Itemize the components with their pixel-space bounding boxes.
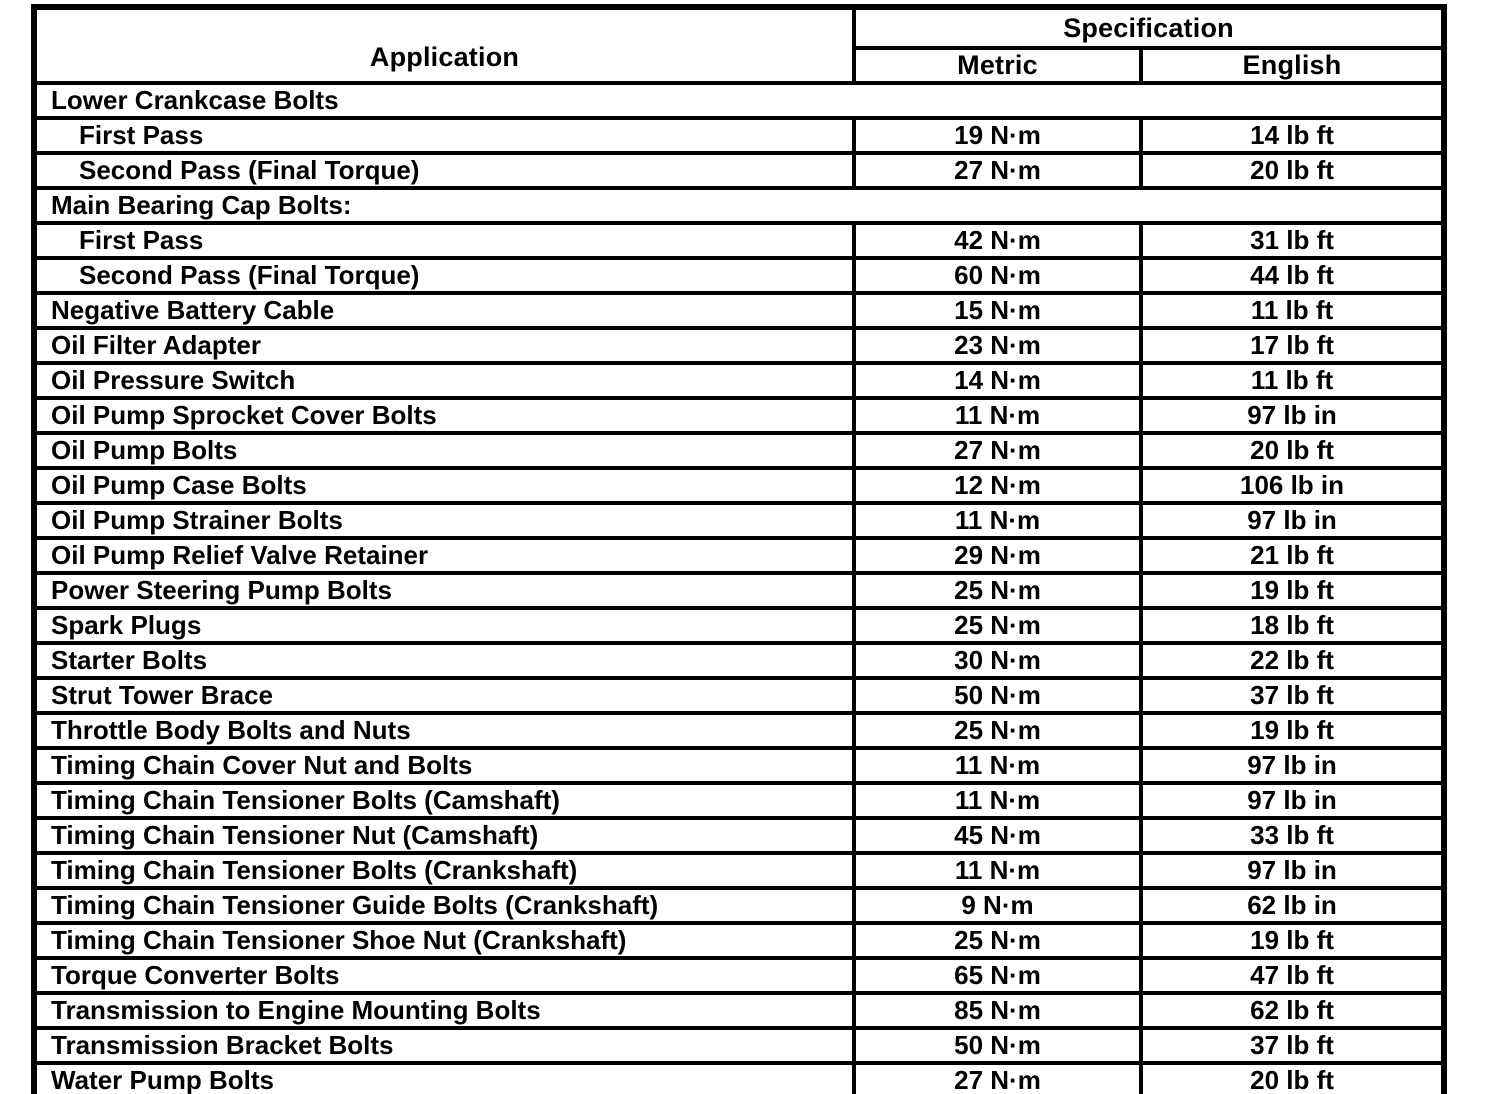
- english-value-cell: 19 lb ft: [1141, 573, 1444, 608]
- application-cell: Timing Chain Tensioner Bolts (Crankshaft): [34, 853, 854, 888]
- metric-value-cell: 27 N·m: [854, 433, 1141, 468]
- english-value-cell: 22 lb ft: [1141, 643, 1444, 678]
- metric-value-cell: 85 N·m: [854, 993, 1141, 1028]
- header-row-specification: [34, 7, 1444, 48]
- table-row: [34, 293, 1444, 328]
- metric-value-cell: 23 N·m: [854, 328, 1141, 363]
- table-row: [34, 363, 1444, 398]
- table-row: [34, 678, 1444, 713]
- table-row: [34, 258, 1444, 293]
- metric-value-cell: 42 N·m: [854, 223, 1141, 258]
- table-row: [34, 223, 1444, 258]
- application-cell: Water Pump Bolts: [34, 1063, 854, 1094]
- metric-value-cell: 12 N·m: [854, 468, 1141, 503]
- english-value-cell: 37 lb ft: [1141, 1028, 1444, 1063]
- english-value-cell: 19 lb ft: [1141, 923, 1444, 958]
- table-row: [34, 328, 1444, 363]
- table-row: [34, 433, 1444, 468]
- metric-value-cell: 25 N·m: [854, 573, 1141, 608]
- torque-specification-table: [31, 4, 1447, 1094]
- section-label-cell: Lower Crankcase Bolts: [34, 83, 1444, 118]
- column-header-specification: Specification: [854, 7, 1444, 48]
- metric-value-cell: 11 N·m: [854, 853, 1141, 888]
- application-cell: Timing Chain Tensioner Nut (Camshaft): [34, 818, 854, 853]
- metric-value-cell: 9 N·m: [854, 888, 1141, 923]
- metric-value-cell: 14 N·m: [854, 363, 1141, 398]
- application-cell: Spark Plugs: [34, 608, 854, 643]
- table-row: [34, 538, 1444, 573]
- application-cell: Negative Battery Cable: [34, 293, 854, 328]
- english-value-cell: 11 lb ft: [1141, 363, 1444, 398]
- table-row: [34, 503, 1444, 538]
- application-cell: Second Pass (Final Torque): [34, 258, 854, 293]
- metric-value-cell: 11 N·m: [854, 783, 1141, 818]
- english-value-cell: 21 lb ft: [1141, 538, 1444, 573]
- table-row: [34, 748, 1444, 783]
- table-row: [34, 118, 1444, 153]
- metric-value-cell: 11 N·m: [854, 503, 1141, 538]
- application-cell: Oil Pump Strainer Bolts: [34, 503, 854, 538]
- english-value-cell: 11 lb ft: [1141, 293, 1444, 328]
- table-row-section: [34, 188, 1444, 223]
- table-row: [34, 993, 1444, 1028]
- english-value-cell: 19 lb ft: [1141, 713, 1444, 748]
- metric-value-cell: 45 N·m: [854, 818, 1141, 853]
- application-cell: Timing Chain Tensioner Guide Bolts (Crankshaft): [34, 888, 854, 923]
- column-header-metric: Metric: [854, 48, 1141, 83]
- application-cell: Strut Tower Brace: [34, 678, 854, 713]
- english-value-cell: 14 lb ft: [1141, 118, 1444, 153]
- application-cell: Oil Filter Adapter: [34, 328, 854, 363]
- english-value-cell: 18 lb ft: [1141, 608, 1444, 643]
- metric-value-cell: 11 N·m: [854, 748, 1141, 783]
- application-cell: First Pass: [34, 118, 854, 153]
- table-row: [34, 643, 1444, 678]
- table-row: [34, 818, 1444, 853]
- application-cell: Oil Pump Relief Valve Retainer: [34, 538, 854, 573]
- application-cell: Oil Pump Case Bolts: [34, 468, 854, 503]
- english-value-cell: 20 lb ft: [1141, 1063, 1444, 1094]
- column-header-application: Application: [34, 7, 854, 83]
- table-row: [34, 1063, 1444, 1094]
- column-header-english: English: [1141, 48, 1444, 83]
- application-cell: Oil Pump Sprocket Cover Bolts: [34, 398, 854, 433]
- application-cell: Throttle Body Bolts and Nuts: [34, 713, 854, 748]
- table-row: [34, 783, 1444, 818]
- application-cell: Timing Chain Tensioner Bolts (Camshaft): [34, 783, 854, 818]
- metric-value-cell: 29 N·m: [854, 538, 1141, 573]
- metric-value-cell: 25 N·m: [854, 923, 1141, 958]
- application-cell: First Pass: [34, 223, 854, 258]
- metric-value-cell: 15 N·m: [854, 293, 1141, 328]
- metric-value-cell: 27 N·m: [854, 153, 1141, 188]
- english-value-cell: 97 lb in: [1141, 398, 1444, 433]
- table-row: [34, 608, 1444, 643]
- table-row: [34, 713, 1444, 748]
- metric-value-cell: 60 N·m: [854, 258, 1141, 293]
- metric-value-cell: 27 N·m: [854, 1063, 1141, 1094]
- table-body: [34, 83, 1444, 1094]
- english-value-cell: 62 lb in: [1141, 888, 1444, 923]
- metric-value-cell: 30 N·m: [854, 643, 1141, 678]
- application-cell: Second Pass (Final Torque): [34, 153, 854, 188]
- table-row: [34, 398, 1444, 433]
- english-value-cell: 37 lb ft: [1141, 678, 1444, 713]
- application-cell: Transmission to Engine Mounting Bolts: [34, 993, 854, 1028]
- table-row: [34, 923, 1444, 958]
- english-value-cell: 106 lb in: [1141, 468, 1444, 503]
- table-row: [34, 573, 1444, 608]
- english-value-cell: 20 lb ft: [1141, 153, 1444, 188]
- table-row: [34, 1028, 1444, 1063]
- table-row: [34, 153, 1444, 188]
- metric-value-cell: 50 N·m: [854, 678, 1141, 713]
- metric-value-cell: 65 N·m: [854, 958, 1141, 993]
- english-value-cell: 47 lb ft: [1141, 958, 1444, 993]
- application-cell: Timing Chain Tensioner Shoe Nut (Crankshaft): [34, 923, 854, 958]
- section-label-cell: Main Bearing Cap Bolts:: [34, 188, 1444, 223]
- english-value-cell: 97 lb in: [1141, 503, 1444, 538]
- table-row: [34, 468, 1444, 503]
- english-value-cell: 97 lb in: [1141, 853, 1444, 888]
- english-value-cell: 62 lb ft: [1141, 993, 1444, 1028]
- table-row: [34, 888, 1444, 923]
- application-cell: Starter Bolts: [34, 643, 854, 678]
- metric-value-cell: 11 N·m: [854, 398, 1141, 433]
- english-value-cell: 31 lb ft: [1141, 223, 1444, 258]
- application-cell: Torque Converter Bolts: [34, 958, 854, 993]
- table-row: [34, 853, 1444, 888]
- english-value-cell: 17 lb ft: [1141, 328, 1444, 363]
- application-cell: Timing Chain Cover Nut and Bolts: [34, 748, 854, 783]
- application-cell: Oil Pump Bolts: [34, 433, 854, 468]
- table-header: [34, 7, 1444, 83]
- metric-value-cell: 50 N·m: [854, 1028, 1141, 1063]
- english-value-cell: 97 lb in: [1141, 748, 1444, 783]
- table-row-section: [34, 83, 1444, 118]
- application-cell: Oil Pressure Switch: [34, 363, 854, 398]
- table-row: [34, 958, 1444, 993]
- english-value-cell: 20 lb ft: [1141, 433, 1444, 468]
- english-value-cell: 33 lb ft: [1141, 818, 1444, 853]
- metric-value-cell: 25 N·m: [854, 608, 1141, 643]
- application-cell: Power Steering Pump Bolts: [34, 573, 854, 608]
- english-value-cell: 44 lb ft: [1141, 258, 1444, 293]
- english-value-cell: 97 lb in: [1141, 783, 1444, 818]
- metric-value-cell: 19 N·m: [854, 118, 1141, 153]
- metric-value-cell: 25 N·m: [854, 713, 1141, 748]
- application-cell: Transmission Bracket Bolts: [34, 1028, 854, 1063]
